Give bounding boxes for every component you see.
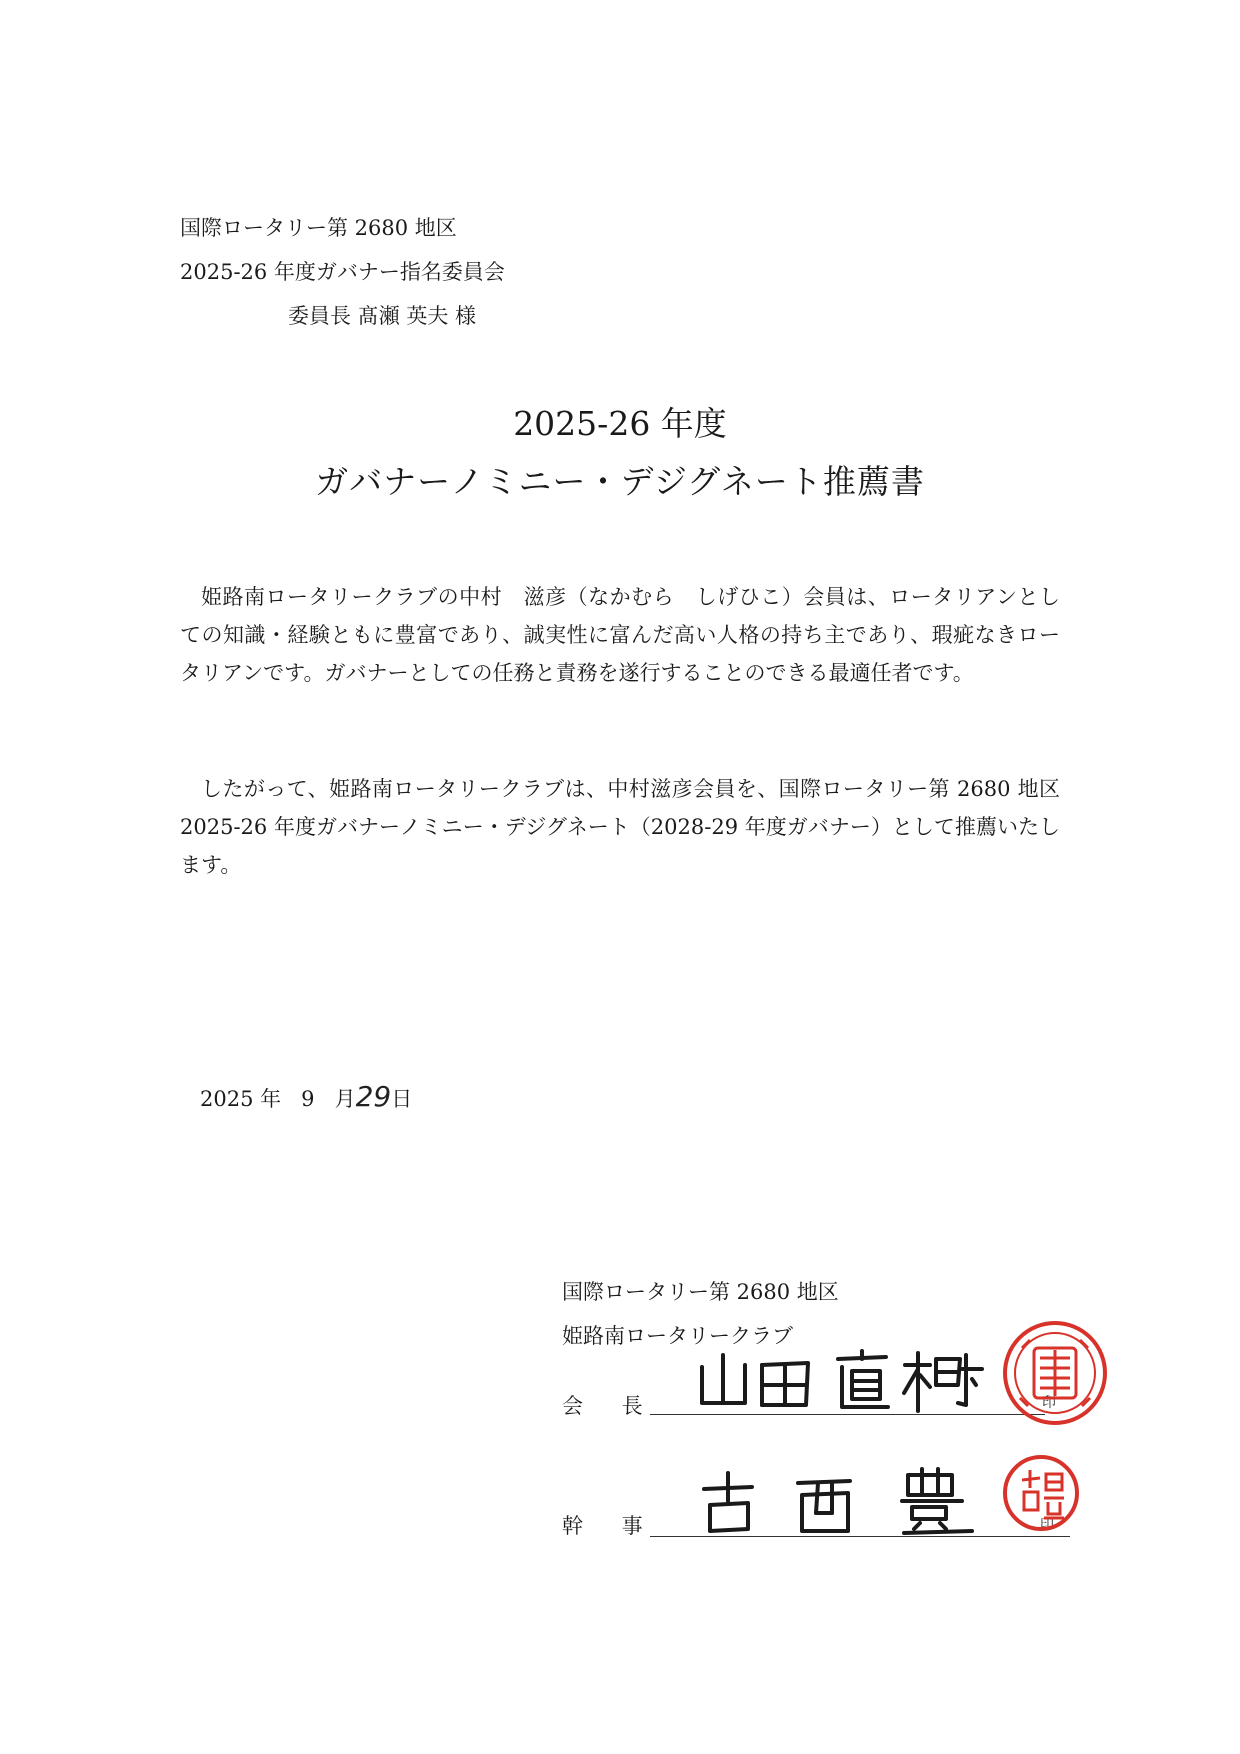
date-month-unit: 月 bbox=[334, 1087, 356, 1111]
secretary-signature bbox=[690, 1465, 990, 1540]
president-seal-mark: 印 bbox=[1042, 1395, 1056, 1411]
president-signature bbox=[690, 1345, 990, 1415]
body-paragraph-2: したがって、姫路南ロータリークラブは、中村滋彦会員を、国際ロータリー第 2680 地区 2025-26 年度ガバナーノミニー・デジグネート（2028-29 年度ガバナー）として推薦いたします。 bbox=[180, 777, 1060, 877]
president-label: 会 長 bbox=[562, 1394, 659, 1418]
president-club-seal bbox=[1000, 1318, 1110, 1428]
addressee-chair: 委員長 髙瀬 英夫 様 bbox=[288, 304, 477, 328]
date-day-unit: 日 bbox=[391, 1087, 413, 1111]
body-paragraph-1: 姫路南ロータリークラブの中村 滋彦（なかむら しげひこ）会員は、ロータリアンとしての知識・経験ともに豊富であり、誠実性に富んだ高い人格の持ち主であり、瑕疵なきロータリアンです。ガバナーとしての任務と責務を遂行することのできる最適任者です。 bbox=[180, 585, 1060, 685]
secretary-label: 幹 事 bbox=[562, 1514, 659, 1538]
secretary-seal-mark: 印 bbox=[1040, 1517, 1054, 1533]
signatory-district: 国際ロータリー第 2680 地区 bbox=[562, 1280, 839, 1304]
date-year: 2025 bbox=[200, 1087, 254, 1111]
addressee-committee: 2025-26 年度ガバナー指名委員会 bbox=[180, 260, 505, 284]
document-date bbox=[200, 1080, 412, 1113]
signatory-club: 姫路南ロータリークラブ bbox=[562, 1324, 793, 1348]
date-year-unit: 年 bbox=[260, 1087, 282, 1111]
date-month: 9 bbox=[301, 1087, 315, 1111]
secretary-seal bbox=[1000, 1452, 1082, 1534]
document-title-year: 2025-26 年度 bbox=[513, 404, 727, 443]
document-title: ガバナーノミニー・デジグネート推薦書 bbox=[315, 462, 925, 501]
addressee-block bbox=[180, 206, 505, 338]
date-day-handwritten: 29 bbox=[355, 1080, 392, 1113]
addressee-district: 国際ロータリー第 2680 地区 bbox=[180, 216, 457, 240]
